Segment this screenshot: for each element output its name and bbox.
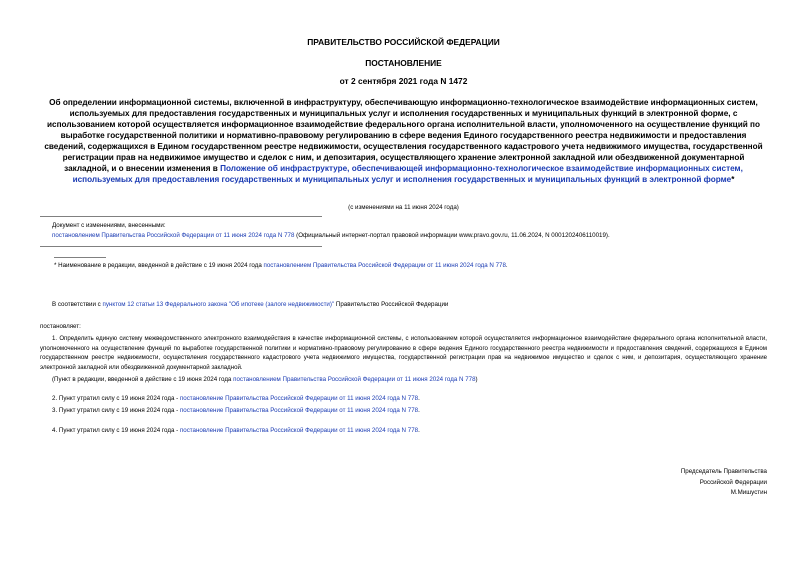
signature-block <box>681 467 767 499</box>
changes-source: (Официальный интернет-портал правовой информации www.pravo.gov.ru, 11.06.2024, N 0001202406110019). <box>294 232 610 239</box>
document-kind: ПОСТАНОВЛЕНИЕ <box>365 58 442 68</box>
item-1-note <box>52 376 478 383</box>
decree-word: постановляет: <box>40 323 81 330</box>
item-3-prefix: 3. Пункт утратил силу с 19 июня 2024 года - <box>52 407 180 414</box>
divider <box>40 216 322 217</box>
government-heading: ПРАВИТЕЛЬСТВО РОССИЙСКОЙ ФЕДЕРАЦИИ <box>307 37 500 47</box>
basis-law-link[interactable]: пунктом 12 статьи 13 Федерального закона "Об ипотеке (залоге недвижимости)" <box>102 301 335 308</box>
title-text: Об определении информационной системы, включенной в инфраструктуру, обеспечивающую информационно-технологическое взаимодействие информационных систем, используемых для предоставления государственных и муниципальных услуг и исполнения государственных и муниципальных функций в электронной форме, с использованием которой осуществляется информационное взаимодействие федерального органа исполнительной власти, уполномоченного на осуществление функций по выработке государственной политики и нормативно-правовому регулированию в сфере ведения Единого государственного реестра недвижимости и предоставления сведений, содержащихся в Едином государственном реестре недвижимости, осуществления государственного кадастрового учета недвижимого имущества, государственной регистрации прав на недвижимое имущество и сделок с ним, и депозитария, осуществляющего хранение электронной закладной или обездвиженной документарной закладной, и о внесении изменения в <box>44 98 763 173</box>
item-4-prefix: 4. Пункт утратил силу с 19 июня 2024 года - <box>52 427 180 434</box>
item-4-repeal-link[interactable]: постановление Правительства Российской Федерации от 11 июня 2024 года N 778 <box>179 427 419 434</box>
signature-name: М.Мишустин <box>730 489 767 496</box>
footnote-end: . <box>505 262 508 269</box>
legal-basis <box>52 301 448 308</box>
changes-decree-link[interactable]: постановлением Правительства Российской Федерации от 11 июня 2024 года N 778 <box>52 232 295 239</box>
item-1-text: 1. Определить единую систему межведомственного электронного взаимодействия в качестве информационной системы, с использованием которой осуществляется информационное взаимодействие федерального органа исполнительной власти, уполномоченного на осуществление функций по выработке государственной политики и нормативно-правовому регулированию в сфере ведения Единого государственного реестра недвижимости и предоставления сведений, содержащихся в Едином государственном реестре недвижимости, осуществления государственного кадастрового учета недвижимого имущества, государственной регистрации прав на недвижимое имущество и сделок с ним, и депозитария, осуществляющего хранение электронной закладной или обездвиженной документарной закладной. <box>40 335 767 371</box>
item-3-dot: . <box>418 407 420 414</box>
item-4-dot: . <box>418 427 420 434</box>
item-2 <box>52 395 420 402</box>
divider <box>40 246 322 247</box>
item-1-note-prefix: (Пункт в редакции, введенной в действие с 19 июня 2024 года <box>52 376 234 383</box>
document-date-number: от 2 сентября 2021 года N 1472 <box>339 76 468 86</box>
item-2-prefix: 2. Пункт утратил силу с 19 июня 2024 года - <box>52 395 180 402</box>
title-asterisk: * <box>731 175 735 184</box>
item-3 <box>52 407 420 414</box>
item-4 <box>52 427 420 434</box>
item-2-dot: . <box>418 395 420 402</box>
item-1-note-suffix: ) <box>475 376 478 383</box>
changes-label: Документ с изменениями, внесенными: <box>52 222 166 229</box>
signature-country: Российской Федерации <box>699 478 767 486</box>
item-3-repeal-link[interactable]: постановление Правительства Российской Федерации от 11 июня 2024 года N 778 <box>179 407 419 414</box>
title-regulation-link[interactable]: Положение об инфраструктуре, обеспечивающей информационно-технологическое взаимодействие информационных систем, используемых для предоставления государственных и муниципальных услуг и исполнения государственных и муниципальных функций в электронной форме <box>72 164 743 184</box>
edition-note: (с изменениями на 11 июня 2024 года) <box>348 204 459 211</box>
basis-prefix: В соответствии с <box>52 301 103 308</box>
changes-line <box>52 232 610 239</box>
basis-suffix: Правительство Российской Федерации <box>334 301 449 308</box>
document-title <box>40 97 767 185</box>
item-2-repeal-link[interactable]: постановление Правительства Российской Федерации от 11 июня 2024 года N 778 <box>179 395 419 402</box>
footnote-decree-link[interactable]: постановлением Правительства Российской Федерации от 11 июня 2024 года N 778 <box>263 262 506 269</box>
footnote <box>54 262 508 269</box>
item-1-note-link[interactable]: постановлением Правительства Российской Федерации от 11 июня 2024 года N 778 <box>233 376 476 383</box>
signature-position: Председатель Правительства <box>680 468 767 475</box>
footnote-divider <box>54 257 106 258</box>
footnote-text: * Наименование в редакции, введенной в действие с 19 июня 2024 года <box>54 262 264 269</box>
